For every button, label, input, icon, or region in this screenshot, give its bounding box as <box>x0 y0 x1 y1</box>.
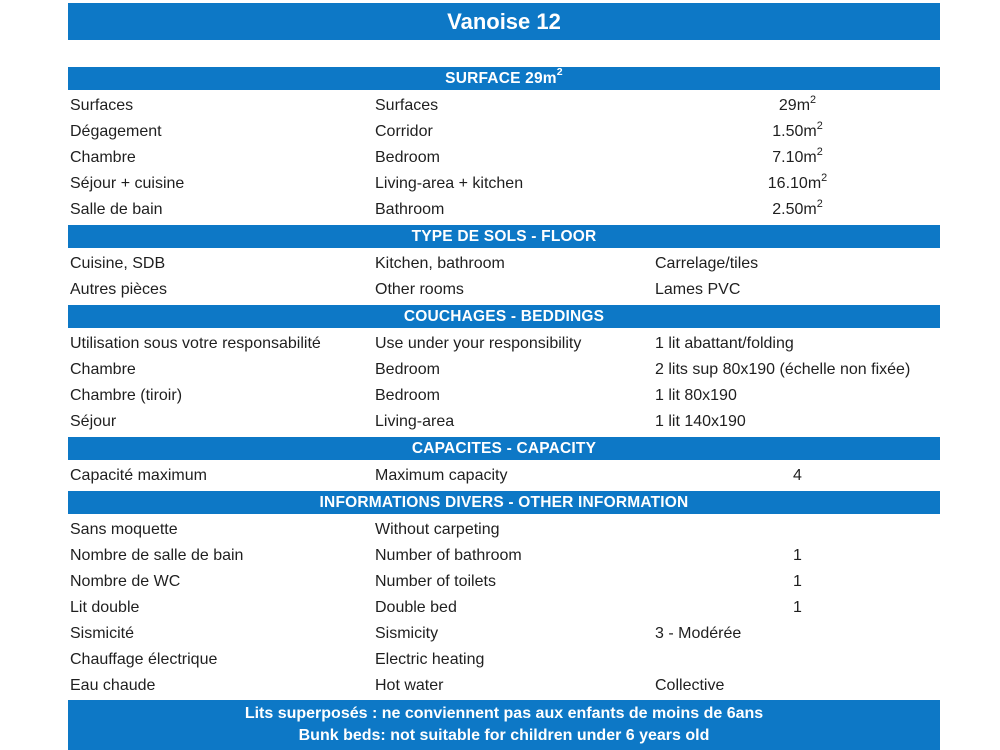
section <box>68 437 940 489</box>
sections-container <box>68 67 940 699</box>
section <box>68 225 940 303</box>
page-title-bar <box>68 3 940 40</box>
table-row <box>68 673 940 699</box>
section <box>68 67 940 223</box>
row-value: $2.50m^2$ <box>772 197 823 218</box>
table-row <box>68 517 940 543</box>
row-value: $16.10m^2$ <box>767 171 828 192</box>
row-label-fr: Chambre <box>70 361 136 378</box>
row-label-fr: Sans moquette <box>70 521 178 538</box>
row-value: 1 <box>793 547 802 564</box>
row-label-fr: Sismicité <box>70 625 135 642</box>
table-row <box>68 621 940 647</box>
table-row <box>68 383 940 409</box>
section-rows <box>68 93 940 223</box>
superscript-2: 2 <box>810 93 817 106</box>
row-label-fr: Nombre de salle de bain <box>70 547 244 564</box>
row-label-en: Living-area + kitchen <box>375 175 524 192</box>
row-label-fr: Séjour + cuisine <box>70 175 185 192</box>
row-label-fr: Eau chaude <box>70 677 156 694</box>
section-header-label: INFORMATIONS DIVERS - OTHER INFORMATION <box>319 493 689 511</box>
row-value: Lames PVC <box>655 281 741 298</box>
row-label-en: Other rooms <box>375 281 464 298</box>
section-rows <box>68 251 940 303</box>
row-label-en: Double bed <box>375 599 457 616</box>
row-value: 1 <box>793 599 802 616</box>
section-header-label: SURFACE $29m^2$ <box>445 66 563 87</box>
table-row <box>68 463 940 489</box>
superscript-2: 2 <box>821 171 828 184</box>
row-label-fr: Surfaces <box>70 97 134 114</box>
section-rows <box>68 331 940 435</box>
table-row <box>68 197 940 223</box>
row-label-en: Number of bathroom <box>375 547 522 564</box>
table-row <box>68 145 940 171</box>
row-label-en: Maximum capacity <box>375 467 508 484</box>
section-header-bar <box>68 305 940 328</box>
row-label-en: Hot water <box>375 677 444 694</box>
row-value: 1 lit 80x190 <box>655 387 737 404</box>
row-label-fr: Salle de bain <box>70 201 163 218</box>
row-label-fr: Autres pièces <box>70 281 167 298</box>
superscript-2: 2 <box>816 119 823 132</box>
row-label-fr: Cuisine, SDB <box>70 255 166 272</box>
row-label-en: Without carpeting <box>375 521 500 538</box>
row-value: $1.50m^2$ <box>772 119 823 140</box>
row-value: 1 lit abattant/folding <box>655 335 794 352</box>
row-label-fr: Chambre <box>70 149 136 166</box>
table-row <box>68 543 940 569</box>
row-label-en: Kitchen, bathroom <box>375 255 505 272</box>
row-value: 2 lits sup 80x190 (échelle non fixée) <box>655 361 911 378</box>
section-header-label: TYPE DE SOLS - FLOOR <box>411 227 597 245</box>
table-row <box>68 93 940 119</box>
section-header-bar <box>68 225 940 248</box>
section-header-bar <box>68 491 940 514</box>
table-row <box>68 119 940 145</box>
row-value: Carrelage/tiles <box>655 255 759 272</box>
row-label-fr: Nombre de WC <box>70 573 181 590</box>
row-label-en: Bedroom <box>375 361 440 378</box>
table-row <box>68 277 940 303</box>
row-label-en: Corridor <box>375 123 433 140</box>
row-value: $7.10m^2$ <box>772 145 823 166</box>
section-rows <box>68 463 940 489</box>
section-rows <box>68 517 940 699</box>
table-row <box>68 251 940 277</box>
row-value: $29m^2$ <box>778 93 817 114</box>
table-row <box>68 331 940 357</box>
row-value: 1 lit 140x190 <box>655 413 746 430</box>
row-label-en: Electric heating <box>375 651 485 668</box>
row-label-en: Number of toilets <box>375 573 496 590</box>
row-label-fr: Séjour <box>70 413 117 430</box>
page-title: Vanoise 12 <box>447 8 561 34</box>
row-label-fr: Dégagement <box>70 123 162 140</box>
row-label-en: Bathroom <box>375 201 445 218</box>
row-value: 1 <box>793 573 802 590</box>
table-row <box>68 569 940 595</box>
row-label-fr: Capacité maximum <box>70 467 207 484</box>
row-label-en: Sismicity <box>375 625 439 642</box>
table-row <box>68 595 940 621</box>
section <box>68 305 940 435</box>
section-header-bar <box>68 437 940 460</box>
superscript-2: 2 <box>556 66 563 79</box>
row-label-en: Living-area <box>375 413 455 430</box>
footer-line-fr: Lits superposés : ne conviennent pas aux enfants de moins de 6ans <box>244 705 764 722</box>
section <box>68 491 940 699</box>
row-value: Collective <box>655 677 725 694</box>
footer-warning-bar <box>68 700 940 750</box>
superscript-2: 2 <box>816 197 823 210</box>
section-header-label: COUCHAGES - BEDDINGS <box>403 307 605 325</box>
row-value: 4 <box>793 467 802 484</box>
section-header-label: CAPACITES - CAPACITY <box>411 439 597 457</box>
row-label-en: Bedroom <box>375 149 440 166</box>
row-label-fr: Utilisation sous votre responsabilité <box>70 335 321 352</box>
table-row <box>68 409 940 435</box>
row-label-en: Surfaces <box>375 97 439 114</box>
superscript-2: 2 <box>816 145 823 158</box>
row-label-fr: Chauffage électrique <box>70 651 218 668</box>
row-label-fr: Lit double <box>70 599 140 616</box>
footer-line-en: Bunk beds: not suitable for children under 6 years old <box>298 727 710 744</box>
table-row <box>68 171 940 197</box>
table-row <box>68 647 940 673</box>
row-label-en: Bedroom <box>375 387 440 404</box>
row-value: 3 - Modérée <box>655 625 742 642</box>
table-row <box>68 357 940 383</box>
row-label-fr: Chambre (tiroir) <box>70 387 183 404</box>
section-header-bar <box>68 67 940 90</box>
row-label-en: Use under your responsibility <box>375 335 582 352</box>
